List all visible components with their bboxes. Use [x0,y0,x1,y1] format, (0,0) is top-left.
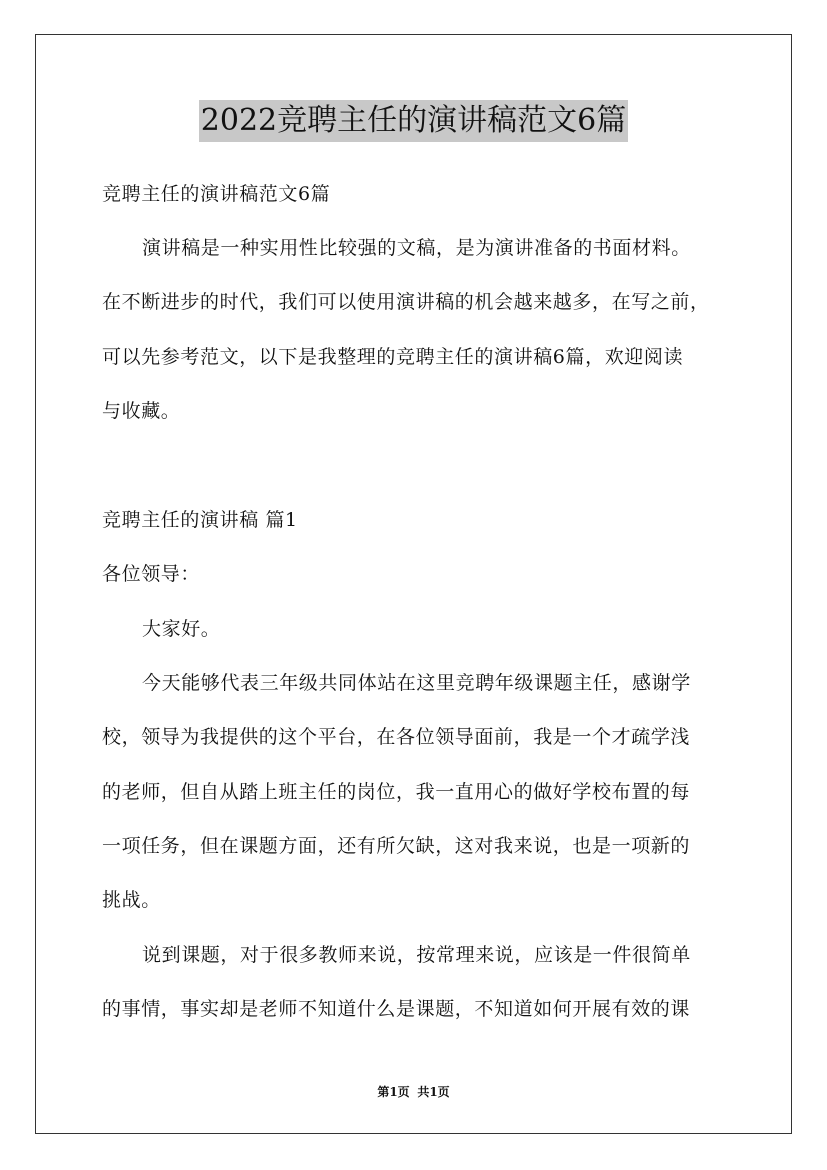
paragraph-line: 在不断进步的时代，我们可以使用演讲稿的机会越来越多，在写之前， [102,291,710,313]
subtitle-line: 竞聘主任的演讲稿范文6篇 [102,183,331,205]
paragraph-line: 今天能够代表三年级共同体站在这里竞聘年级课题主任，感谢学 [142,672,691,694]
salutation: 各位领导： [102,563,201,585]
paragraph-line: 校，领导为我提供的这个平台，在各位领导面前，我是一个才疏学浅 [102,726,691,748]
paragraph-line: 挑战。 [102,889,161,911]
paragraph-line: 可以先参考范文，以下是我整理的竞聘主任的演讲稿6篇，欢迎阅读 [102,346,684,368]
paragraph-line: 的老师，但自从踏上班主任的岗位，我一直用心的做好学校布置的每 [102,781,691,803]
paragraph-line: 说到课题，对于很多教师来说，按常理来说，应该是一件很简单 [142,944,691,966]
paragraph-line: 一项任务，但在课题方面，还有所欠缺，这对我来说，也是一项新的 [102,835,691,857]
document-title: 2022竞聘主任的演讲稿范文6篇 [199,100,628,142]
page-total: 共1页 [417,1085,450,1099]
page-number: 第1页 [377,1085,410,1099]
page-footer [0,1083,827,1100]
paragraph-line: 演讲稿是一种实用性比较强的文稿，是为演讲准备的书面材料。 [142,237,691,259]
greeting: 大家好。 [142,618,221,640]
paragraph-line: 与收藏。 [102,400,181,422]
title-container [0,100,827,142]
paragraph-line: 的事情，事实却是老师不知道什么是课题，不知道如何开展有效的课 [102,998,691,1020]
section-heading: 竞聘主任的演讲稿 篇1 [102,509,298,531]
